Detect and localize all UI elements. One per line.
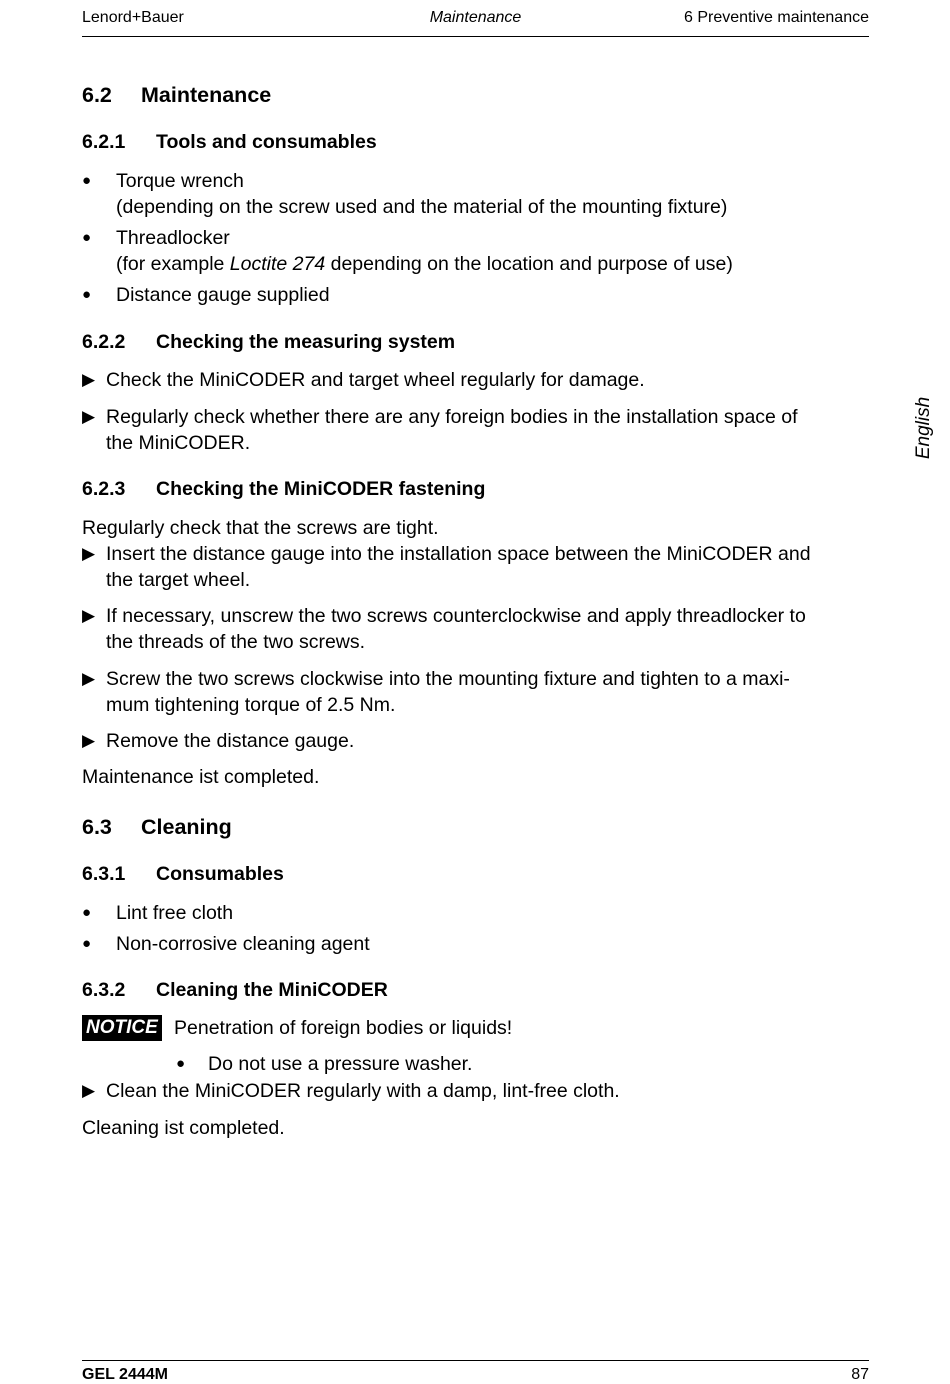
list-item-note xyxy=(116,251,733,277)
subsection-heading-6-2-1 xyxy=(82,129,377,155)
step-text: Clean the MiniCODER regularly with a damp, lint-free cloth. xyxy=(106,1080,620,1102)
list-item-text: Threadlocker xyxy=(116,227,230,249)
step-text-continued: the MiniCODER. xyxy=(106,432,251,454)
bullet-icon: ● xyxy=(82,286,92,303)
intro-text: Regularly check that the screws are tight. xyxy=(82,517,439,539)
list-item-text: Torque wrench xyxy=(116,170,244,192)
list-item-text: Lint free cloth xyxy=(116,902,234,924)
step-text-continued: mum tightening torque of 2.5 Nm. xyxy=(106,694,396,716)
section-title: Cleaning xyxy=(141,815,232,839)
document-id: GEL 2444M xyxy=(82,1366,168,1383)
subsection-number: 6.3.2 xyxy=(82,979,126,1001)
bullet-icon: ● xyxy=(176,1055,186,1072)
step-text: Remove the distance gauge. xyxy=(106,730,355,752)
subsection-title: Cleaning the MiniCODER xyxy=(156,979,388,1001)
list-item-note: (depending on the screw used and the material of the mounting fixture) xyxy=(116,196,728,218)
header-company: Lenord+Bauer xyxy=(82,9,184,26)
subsection-number: 6.2.1 xyxy=(82,131,126,153)
notice-bullet-text: Do not use a pressure washer. xyxy=(208,1053,473,1075)
notice-text: Penetration of foreign bodies or liquids! xyxy=(174,1017,513,1039)
subsection-number: 6.3.1 xyxy=(82,863,126,885)
bullet-icon: ● xyxy=(82,229,92,246)
bullet-icon: ● xyxy=(82,172,92,189)
subsection-title: Checking the MiniCODER fastening xyxy=(156,478,486,500)
arrow-icon: ▶ xyxy=(82,1081,96,1100)
page-header xyxy=(82,8,869,37)
step-text: Screw the two screws clockwise into the mounting fixture and tighten to a maxi- xyxy=(106,668,790,690)
section-number: 6.2 xyxy=(82,83,112,107)
bullet-icon: ● xyxy=(82,935,92,952)
language-label: English xyxy=(913,396,934,460)
list-item-text: Non-corrosive cleaning agent xyxy=(116,933,370,955)
subsection-heading-6-3-2 xyxy=(82,977,388,1003)
step-text: Regularly check whether there are any foreign bodies in the installation space of xyxy=(106,406,798,428)
arrow-icon: ▶ xyxy=(82,669,96,688)
section-title: Maintenance xyxy=(141,83,272,107)
list-item-text: Distance gauge supplied xyxy=(116,284,330,306)
step-text: Insert the distance gauge into the installation space between the MiniCODER and xyxy=(106,543,811,565)
header-chapter: Maintenance xyxy=(429,9,522,26)
product-name: Loctite 274 xyxy=(229,253,326,275)
page-number: 87 xyxy=(851,1366,869,1383)
note-suffix: depending on the location and purpose of use) xyxy=(325,253,733,275)
arrow-icon: ▶ xyxy=(82,544,96,563)
step-text-continued: the target wheel. xyxy=(106,569,251,591)
arrow-icon: ▶ xyxy=(82,731,96,750)
completion-text: Maintenance ist completed. xyxy=(82,766,320,788)
header-section: 6 Preventive maintenance xyxy=(684,9,869,26)
page-footer xyxy=(82,1360,869,1383)
section-number: 6.3 xyxy=(82,815,112,839)
subsection-heading-6-3-1 xyxy=(82,861,284,887)
subsection-number: 6.2.3 xyxy=(82,478,126,500)
subsection-title: Checking the measuring system xyxy=(156,331,456,353)
note-prefix: (for example xyxy=(116,253,230,275)
completion-text: Cleaning ist completed. xyxy=(82,1117,285,1139)
section-heading-6-2 xyxy=(82,82,271,108)
step-text-continued: the threads of the two screws. xyxy=(106,631,366,653)
subsection-heading-6-2-2 xyxy=(82,329,455,355)
subsection-title: Consumables xyxy=(156,863,284,885)
bullet-icon: ● xyxy=(82,904,92,921)
subsection-number: 6.2.2 xyxy=(82,331,126,353)
step-text: If necessary, unscrew the two screws counterclockwise and apply threadlocker to xyxy=(106,605,806,627)
arrow-icon: ▶ xyxy=(82,407,96,426)
subsection-heading-6-2-3 xyxy=(82,476,485,502)
step-text: Check the MiniCODER and target wheel regularly for damage. xyxy=(106,369,645,391)
section-heading-6-3 xyxy=(82,814,232,840)
arrow-icon: ▶ xyxy=(82,370,96,389)
subsection-title: Tools and consumables xyxy=(156,131,377,153)
notice-badge: NOTICE xyxy=(82,1015,162,1041)
arrow-icon: ▶ xyxy=(82,606,96,625)
